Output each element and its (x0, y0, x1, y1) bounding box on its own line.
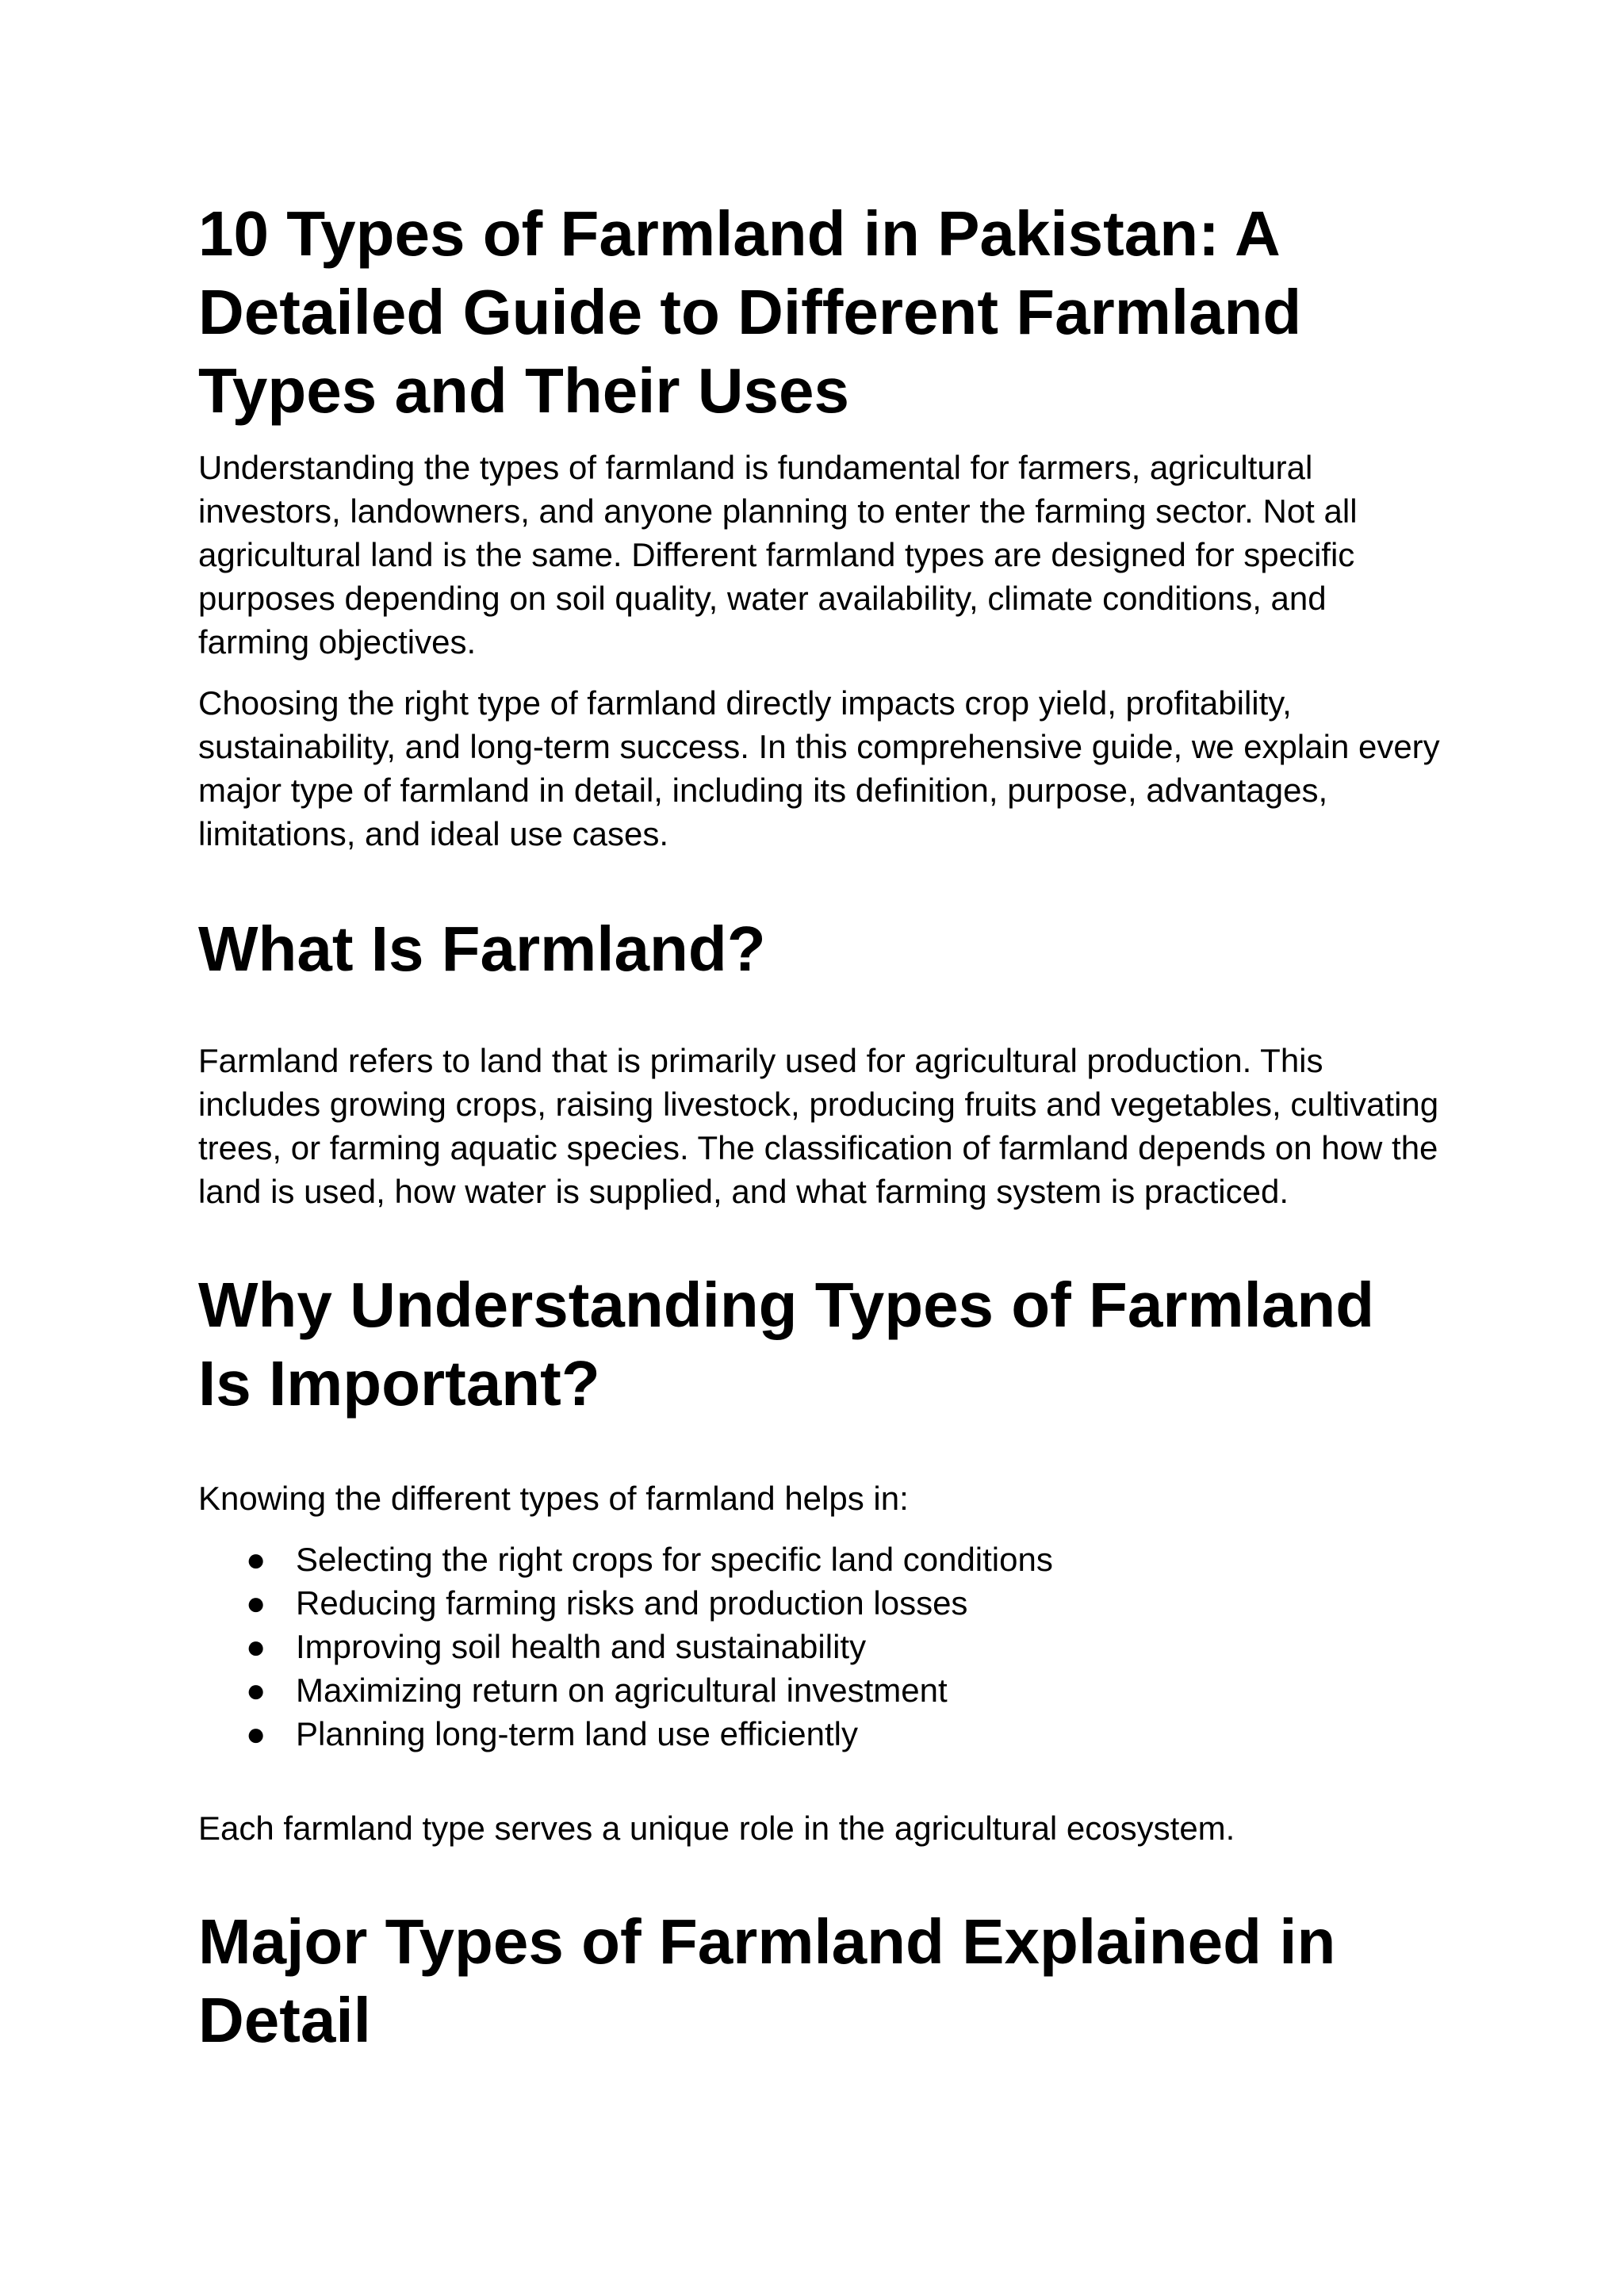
bullet-icon: ● (246, 1584, 266, 1622)
list-item-text: Maximizing return on agricultural investment (296, 1672, 948, 1709)
list-item (198, 1712, 1443, 1756)
list-item-text: Reducing farming risks and production losses (296, 1584, 968, 1622)
list-item-text: Selecting the right crops for specific land conditions (296, 1541, 1053, 1578)
list-item (198, 1581, 1443, 1625)
list-item (198, 1625, 1443, 1668)
bullet-icon: ● (246, 1715, 266, 1752)
section-heading-why-important: Why Understanding Types of Farmland Is Important? (198, 1270, 1375, 1419)
list-item (198, 1668, 1443, 1712)
intro-paragraph: Understanding the types of farmland is fundamental for farmers, agricultural investors, landowners, and anyone planning to enter the farming sector. Not all agricultural land is the same. Different farmland types are designed for specific purposes depending on soil quality, water availability, climate conditions, and farming objectives. (198, 449, 1358, 661)
document-title: 10 Types of Farmland in Pakistan: A Detailed Guide to Different Farmland Types and Their Uses (198, 198, 1302, 426)
list-item (198, 1538, 1443, 1581)
section-paragraph: Farmland refers to land that is primarily used for agricultural production. This includes growing crops, raising livestock, producing fruits and vegetables, cultivating trees, or farming aquatic species. The classification of farmland depends on how the land is used, how water is supplied, and what farming system is practiced. (198, 1042, 1439, 1210)
list-item-text: Improving soil health and sustainability (296, 1628, 867, 1665)
bullet-icon: ● (246, 1541, 266, 1578)
section-heading-major-types: Major Types of Farmland Explained in Detail (198, 1906, 1336, 2055)
section-heading-what-is-farmland: What Is Farmland? (198, 913, 766, 984)
benefits-list (198, 1538, 1443, 1756)
intro-paragraph: Choosing the right type of farmland directly impacts crop yield, profitability, sustainability, and long-term success. In this comprehensive guide, we explain every major type of farmland in detail, including its definition, purpose, advantages, limitations, and ideal use cases. (198, 684, 1440, 852)
bullet-icon: ● (246, 1628, 266, 1665)
section-lead: Knowing the different types of farmland helps in: (198, 1480, 909, 1517)
document-page (198, 194, 1443, 2059)
list-item-text: Planning long-term land use efficiently (296, 1715, 858, 1752)
bullet-icon: ● (246, 1672, 266, 1709)
section-closing: Each farmland type serves a unique role in the agricultural ecosystem. (198, 1810, 1235, 1847)
